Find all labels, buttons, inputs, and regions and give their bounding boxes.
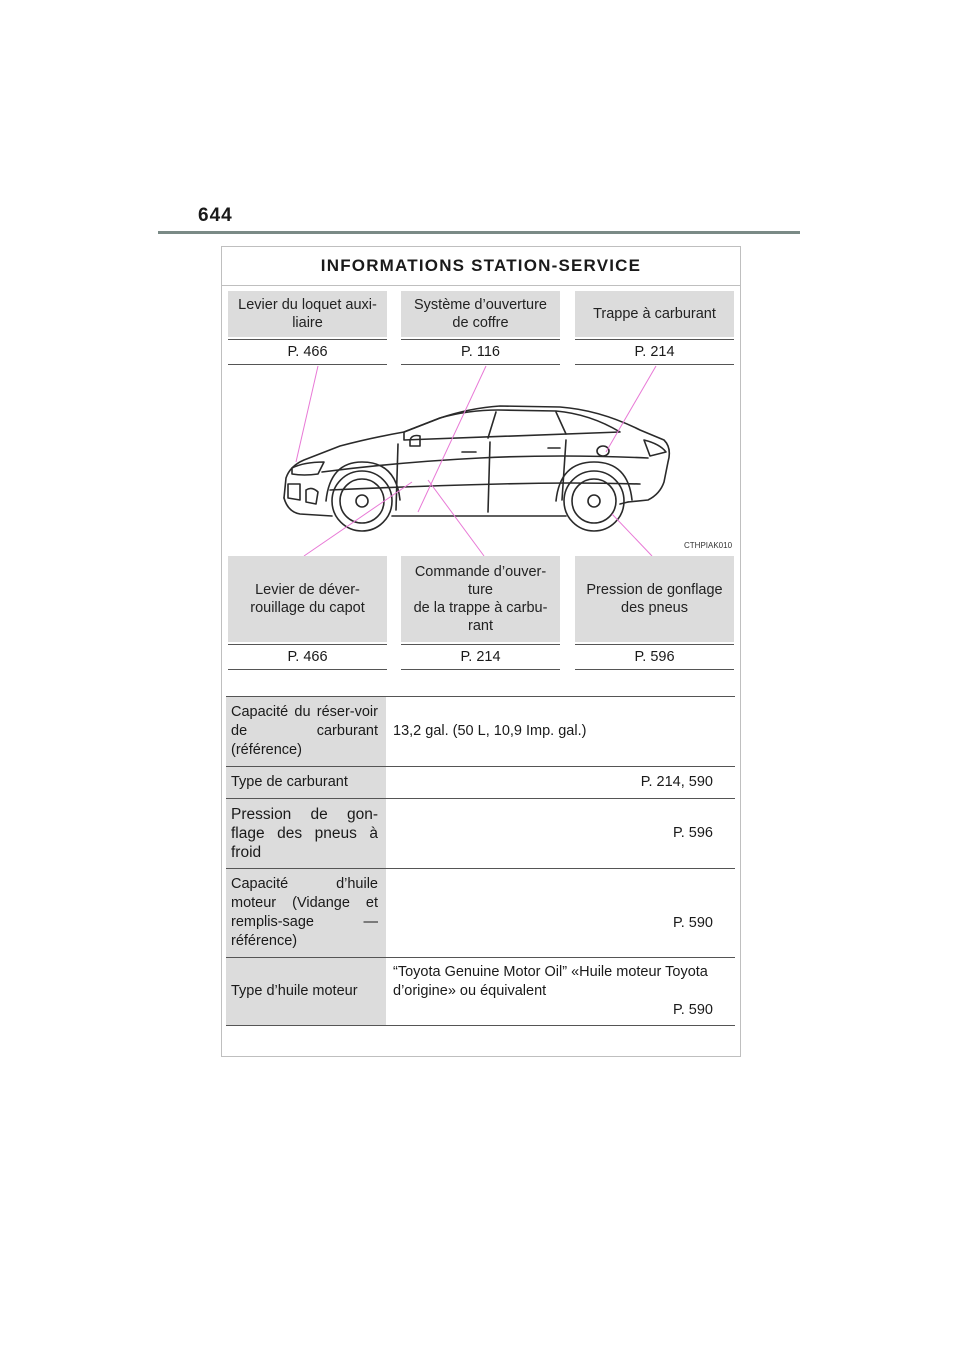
spec-value[interactable]: P. 590 xyxy=(386,869,735,958)
specs-table xyxy=(226,696,735,1026)
panel-title: INFORMATIONS STATION-SERVICE xyxy=(222,247,740,286)
label-tire-pressure: Pression de gonflage des pneus xyxy=(575,556,734,642)
spec-label: Type d’huile moteur xyxy=(226,958,386,1026)
ref-fuel-door[interactable]: P. 214 xyxy=(575,339,734,365)
ref-tire-pressure[interactable]: P. 596 xyxy=(575,644,734,670)
spec-value: 13,2 gal. (50 L, 10,9 Imp. gal.) xyxy=(386,697,735,767)
ref-auxiliary-latch-lever[interactable]: P. 466 xyxy=(228,339,387,365)
ref-hood-release-lever[interactable]: P. 466 xyxy=(228,644,387,670)
table-row xyxy=(226,869,735,958)
table-row xyxy=(226,697,735,767)
spec-value[interactable]: P. 596 xyxy=(386,799,735,869)
page-number: 644 xyxy=(198,205,233,226)
label-auxiliary-latch-lever: Levier du loquet auxi- liaire xyxy=(228,291,387,337)
table-row xyxy=(226,767,735,799)
spec-value[interactable]: “Toyota Genuine Motor Oil” «Huile moteur Toyota d’origine» ou équivalent P. 590 xyxy=(386,958,735,1026)
spec-label: Pression de gon-flage des pneus à froid xyxy=(226,799,386,869)
label-fuel-door-opener: Commande d’ouver- ture de la trappe à carbu- rant xyxy=(401,556,560,642)
table-row xyxy=(226,958,735,1026)
spec-label: Capacité d’huile moteur (Vidange et remplis-sage — référence) xyxy=(226,869,386,958)
label-hood-release-lever: Levier de déver- rouillage du capot xyxy=(228,556,387,642)
ref-trunk-opener[interactable]: P. 116 xyxy=(401,339,560,365)
spec-label: Type de carburant xyxy=(226,767,386,799)
ref-fuel-door-opener[interactable]: P. 214 xyxy=(401,644,560,670)
spec-value[interactable]: P. 214, 590 xyxy=(386,767,735,799)
label-trunk-opener: Système d’ouverture de coffre xyxy=(401,291,560,337)
figure-code: CTHPIAK010 xyxy=(684,541,733,550)
label-fuel-door: Trappe à carburant xyxy=(575,291,734,337)
spec-label: Capacité du réser-voir de carburant (référence) xyxy=(226,697,386,767)
table-row xyxy=(226,799,735,869)
